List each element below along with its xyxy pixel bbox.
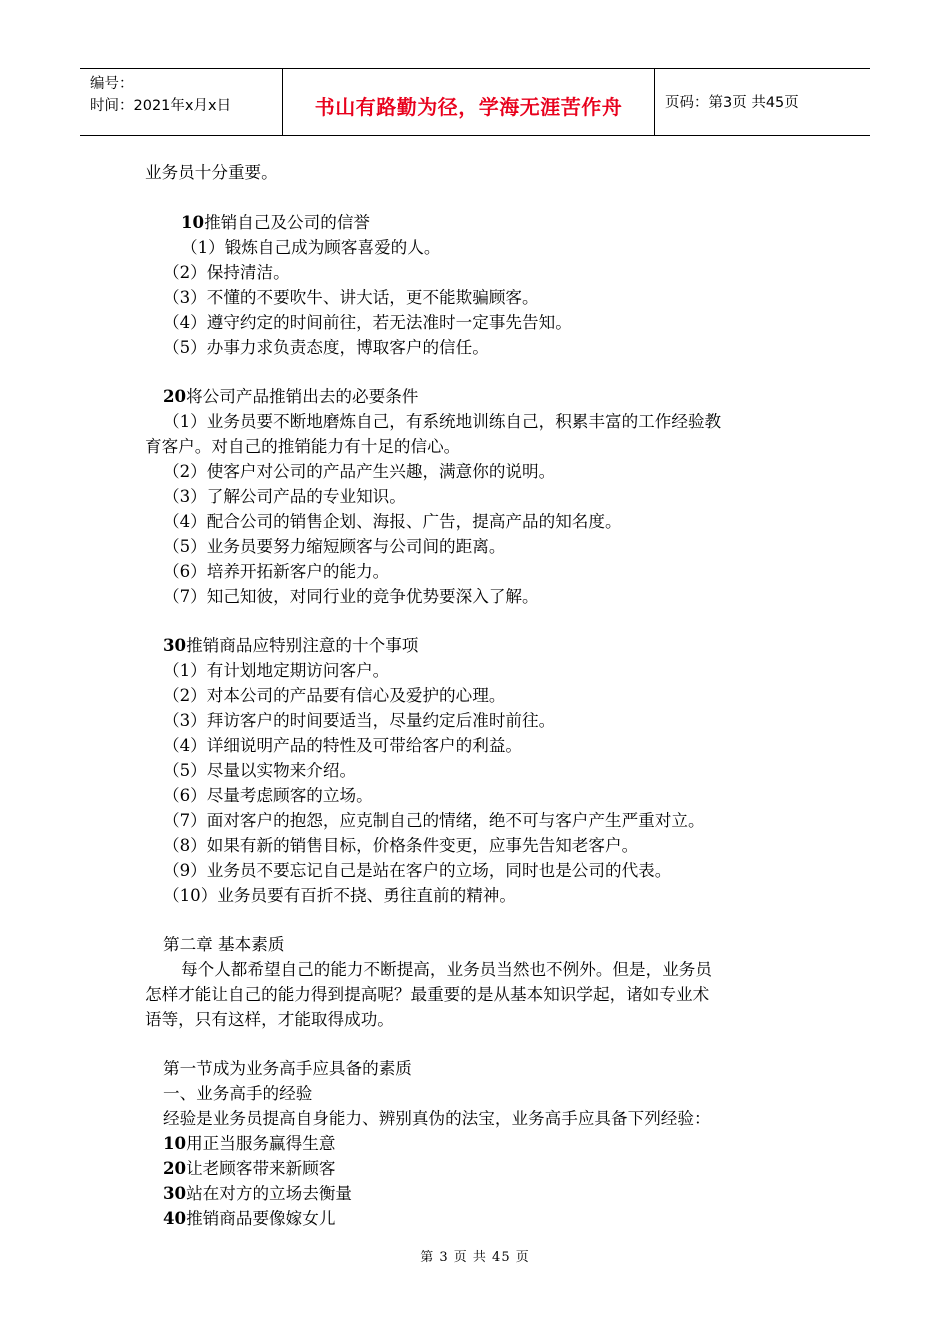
- item-number: 10: [163, 1133, 187, 1153]
- list-item: （1）业务员要不断地磨炼自己，有系统地训练自己，积累丰富的工作经验教: [163, 412, 722, 431]
- heading-number: 20: [163, 386, 187, 406]
- list-item: （4）配合公司的销售企划、海报、广告，提高产品的知名度。: [163, 512, 622, 531]
- item-text: 推销商品要像嫁女儿: [186, 1209, 336, 1228]
- experience-item: [163, 1206, 335, 1231]
- list-item-continued: 育客户。对自己的推销能力有十足的信心。: [145, 437, 461, 456]
- chapter-heading: 第二章 基本素质: [163, 935, 285, 954]
- list-item: （2）保持清洁。: [163, 263, 290, 282]
- list-item: （3）了解公司产品的专业知识。: [163, 487, 406, 506]
- paragraph-line: 怎样才能让自己的能力得到提高呢？最重要的是从基本知识学起，诸如专业术: [145, 985, 710, 1004]
- heading-number: 10: [181, 212, 205, 232]
- section-title: 第一节成为业务高手应具备的素质: [163, 1059, 412, 1078]
- header-motto-cell: [283, 69, 655, 135]
- list-item: （2）对本公司的产品要有信心及爱护的心理。: [163, 686, 506, 705]
- list-item: （9）业务员不要忘记自己是站在客户的立场，同时也是公司的代表。: [163, 861, 672, 880]
- item-text: 用正当服务赢得生意: [186, 1134, 336, 1153]
- item-number: 20: [163, 1158, 187, 1178]
- page-footer: 第 3 页 共 45 页: [420, 1250, 530, 1265]
- list-item: （5）办事力求负责态度，博取客户的信任。: [163, 338, 489, 357]
- item-text: 让老顾客带来新顾客: [186, 1159, 336, 1178]
- list-item: （7）知己知彼，对同行业的竞争优势要深入了解。: [163, 587, 539, 606]
- item-text: 站在对方的立场去衡量: [186, 1184, 353, 1203]
- motto-text: 书山有路勤为径，学海无涯苦作舟: [314, 95, 623, 119]
- paragraph-line: 经验是业务员提高自身能力、辨别真伪的法宝，业务高手应具备下列经验：: [163, 1109, 711, 1128]
- section-heading: [163, 384, 418, 409]
- subsection-title: 一、业务高手的经验: [163, 1084, 313, 1103]
- list-item: （5）尽量以实物来介绍。: [163, 761, 357, 780]
- paragraph-line: 语等，只有这样，才能取得成功。: [145, 1010, 394, 1029]
- body-line: 业务员十分重要。: [145, 163, 278, 182]
- experience-item: [163, 1156, 335, 1181]
- heading-text: 推销自己及公司的信誉: [204, 213, 371, 232]
- document-date-label: 时间：2021年x月x日: [90, 98, 232, 114]
- heading-text: 推销商品应特别注意的十个事项: [186, 636, 419, 655]
- heading-text: 将公司产品推销出去的必要条件: [186, 387, 419, 406]
- section-heading: [163, 633, 418, 658]
- list-item: （2）使客户对公司的产品产生兴趣，满意你的说明。: [163, 462, 556, 481]
- list-item: （4）遵守约定的时间前往，若无法准时一定事先告知。: [163, 313, 572, 332]
- header-page-number: 页码：第3页 共45页: [665, 95, 799, 111]
- heading-number: 30: [163, 635, 187, 655]
- page-header: [80, 68, 870, 136]
- list-item: （3）不懂的不要吹牛、讲大话，更不能欺骗顾客。: [163, 288, 539, 307]
- list-item: （6）培养开拓新客户的能力。: [163, 562, 390, 581]
- item-number: 30: [163, 1183, 187, 1203]
- list-item: （8）如果有新的销售目标，价格条件变更，应事先告知老客户。: [163, 836, 639, 855]
- list-item: （1）锻炼自己成为顾客喜爱的人。: [181, 238, 441, 257]
- document-number-label: 编号：: [90, 76, 134, 92]
- list-item: （10）业务员要有百折不挠、勇往直前的精神。: [163, 886, 516, 905]
- list-item: （5）业务员要努力缩短顾客与公司间的距离。: [163, 537, 506, 556]
- experience-item: [163, 1131, 335, 1156]
- section-heading: [181, 210, 370, 235]
- list-item: （3）拜访客户的时间要适当，尽量约定后准时前往。: [163, 711, 556, 730]
- paragraph-line: 每个人都希望自己的能力不断提高，业务员当然也不例外。但是，业务员: [181, 960, 712, 979]
- experience-item: [163, 1181, 352, 1206]
- list-item: （4）详细说明产品的特性及可带给客户的利益。: [163, 736, 523, 755]
- header-page-cell: [655, 69, 870, 135]
- header-info-cell: [80, 69, 283, 135]
- list-item: （6）尽量考虑顾客的立场。: [163, 786, 373, 805]
- list-item: （7）面对客户的抱怨，应克制自己的情绪，绝不可与客户产生严重对立。: [163, 811, 705, 830]
- item-number: 40: [163, 1208, 187, 1228]
- list-item: （1）有计划地定期访问客户。: [163, 661, 390, 680]
